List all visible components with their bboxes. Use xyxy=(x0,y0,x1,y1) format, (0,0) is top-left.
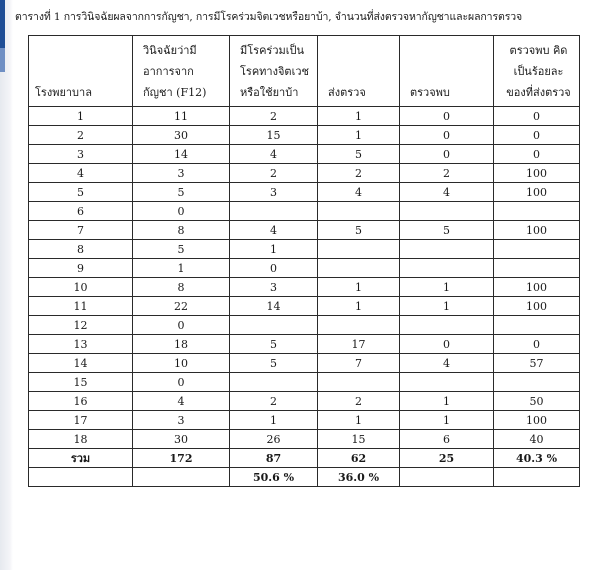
cell-comorbid: 2 xyxy=(230,107,318,126)
header-diagnosed-f12: วินิจฉัยว่ามี อาการจาก กัญชา (F12) xyxy=(133,36,230,107)
cell-comorbid: 87 xyxy=(230,449,318,468)
cell-hospital: 14 xyxy=(29,354,133,373)
cell-comorbid: 2 xyxy=(230,164,318,183)
cell-diagnosed: 11 xyxy=(133,107,230,126)
cell-percent: 100 xyxy=(494,164,580,183)
cell-sent: 2 xyxy=(318,392,400,411)
cell-diagnosed: 0 xyxy=(133,202,230,221)
cell-percent xyxy=(494,240,580,259)
table-caption: ตารางที่ 1 การวินิจฉัยผลจากการกัญชา, การมีโรคร่วมจิตเวชหรือยาบ้า, จำนวนที่ส่งตรวจหากัญชาและผลการตรวจ xyxy=(15,11,523,23)
cell-percent: 100 xyxy=(494,411,580,430)
cell-percent: 40.3 % xyxy=(494,449,580,468)
header-hospital: โรงพยาบาล xyxy=(29,36,133,107)
cell-sent: 1 xyxy=(318,278,400,297)
cell-comorbid: 1 xyxy=(230,240,318,259)
cell-sent xyxy=(318,202,400,221)
cell-sent xyxy=(318,373,400,392)
table-row xyxy=(29,335,580,354)
header-sent-for-test: ส่งตรวจ xyxy=(318,36,400,107)
cell-percent xyxy=(494,202,580,221)
cell-comorbid: 26 xyxy=(230,430,318,449)
cell-sent: 1 xyxy=(318,297,400,316)
cell-percent: 0 xyxy=(494,107,580,126)
cell-hospital: 2 xyxy=(29,126,133,145)
cell-percent: 100 xyxy=(494,278,580,297)
cell-detected: 0 xyxy=(400,126,494,145)
cell-hospital: 7 xyxy=(29,221,133,240)
cell-hospital: 11 xyxy=(29,297,133,316)
cell-detected: 6 xyxy=(400,430,494,449)
cell-hospital: 13 xyxy=(29,335,133,354)
cell-hospital: 8 xyxy=(29,240,133,259)
cell-diagnosed: 1 xyxy=(133,259,230,278)
table-row xyxy=(29,392,580,411)
table-row xyxy=(29,354,580,373)
cell-diagnosed: 5 xyxy=(133,183,230,202)
cell-percent: 40 xyxy=(494,430,580,449)
cell-comorbid: 15 xyxy=(230,126,318,145)
cell-diagnosed: 14 xyxy=(133,145,230,164)
cell-comorbid: 14 xyxy=(230,297,318,316)
cell-hospital: 9 xyxy=(29,259,133,278)
cell-detected xyxy=(400,373,494,392)
cell-percent: 100 xyxy=(494,221,580,240)
header-row xyxy=(29,36,580,107)
cell-detected: 4 xyxy=(400,354,494,373)
cell-comorbid: 3 xyxy=(230,278,318,297)
cell-sent: 15 xyxy=(318,430,400,449)
cell-percent xyxy=(494,373,580,392)
cell-hospital: 5 xyxy=(29,183,133,202)
cell-detected: 0 xyxy=(400,335,494,354)
header-detected-percent: ตรวจพบ คิด เป็นร้อยละ ของที่ส่งตรวจ xyxy=(494,36,580,107)
header-detected: ตรวจพบ xyxy=(400,36,494,107)
table-row xyxy=(29,107,580,126)
cell-percent: 0 xyxy=(494,145,580,164)
cell-comorbid: 0 xyxy=(230,259,318,278)
table-row xyxy=(29,164,580,183)
cell-percent: 0 xyxy=(494,126,580,145)
cell-comorbid: 4 xyxy=(230,145,318,164)
cell-comorbid: 1 xyxy=(230,411,318,430)
cell-hospital: รวม xyxy=(29,449,133,468)
cell-diagnosed: 30 xyxy=(133,430,230,449)
cell-comorbid xyxy=(230,373,318,392)
cell-hospital: 15 xyxy=(29,373,133,392)
table-row xyxy=(29,221,580,240)
table-row xyxy=(29,202,580,221)
cell-sent: 5 xyxy=(318,145,400,164)
cell-percent: 50 xyxy=(494,392,580,411)
cell-diagnosed: 5 xyxy=(133,240,230,259)
cell-detected xyxy=(400,259,494,278)
cell-sent: 1 xyxy=(318,126,400,145)
cell-diagnosed: 30 xyxy=(133,126,230,145)
cell-detected: 5 xyxy=(400,221,494,240)
cell-hospital: 10 xyxy=(29,278,133,297)
cell-diagnosed: 0 xyxy=(133,373,230,392)
table-row xyxy=(29,373,580,392)
cell-comorbid: 5 xyxy=(230,335,318,354)
table-row xyxy=(29,183,580,202)
cell-comorbid: 4 xyxy=(230,221,318,240)
cell-diagnosed: 3 xyxy=(133,164,230,183)
header-comorbid: มีโรคร่วมเป็น โรคทางจิตเวช หรือใช้ยาบ้า xyxy=(230,36,318,107)
cell-sent: 62 xyxy=(318,449,400,468)
edge-accent-secondary xyxy=(0,48,5,72)
table-row xyxy=(29,411,580,430)
cell-percent: 100 xyxy=(494,183,580,202)
edge-accent xyxy=(0,0,5,48)
cell-diagnosed: 0 xyxy=(133,316,230,335)
cell-diagnosed: 4 xyxy=(133,392,230,411)
cell-detected: 0 xyxy=(400,145,494,164)
table-row xyxy=(29,430,580,449)
cell-hospital xyxy=(29,468,133,487)
table-row xyxy=(29,316,580,335)
cell-sent: 7 xyxy=(318,354,400,373)
cell-hospital: 3 xyxy=(29,145,133,164)
cell-comorbid: 50.6 % xyxy=(230,468,318,487)
cell-diagnosed xyxy=(133,468,230,487)
cell-detected: 1 xyxy=(400,392,494,411)
cell-detected: 1 xyxy=(400,411,494,430)
cell-comorbid xyxy=(230,202,318,221)
cell-diagnosed: 8 xyxy=(133,278,230,297)
table-row xyxy=(29,126,580,145)
cell-diagnosed: 10 xyxy=(133,354,230,373)
cell-detected xyxy=(400,316,494,335)
cell-sent: 17 xyxy=(318,335,400,354)
cell-hospital: 6 xyxy=(29,202,133,221)
cell-comorbid: 3 xyxy=(230,183,318,202)
cell-hospital: 16 xyxy=(29,392,133,411)
cell-comorbid: 5 xyxy=(230,354,318,373)
left-window-edge xyxy=(0,0,13,570)
cell-percent xyxy=(494,259,580,278)
cell-detected: 0 xyxy=(400,107,494,126)
total-row xyxy=(29,449,580,468)
cell-sent xyxy=(318,240,400,259)
table-row xyxy=(29,297,580,316)
cell-hospital: 17 xyxy=(29,411,133,430)
cell-sent xyxy=(318,259,400,278)
cell-detected: 25 xyxy=(400,449,494,468)
table-row xyxy=(29,259,580,278)
cell-percent: 100 xyxy=(494,297,580,316)
cell-detected: 4 xyxy=(400,183,494,202)
cell-diagnosed: 172 xyxy=(133,449,230,468)
cell-diagnosed: 18 xyxy=(133,335,230,354)
cell-sent: 1 xyxy=(318,411,400,430)
cell-detected: 1 xyxy=(400,297,494,316)
cell-hospital: 4 xyxy=(29,164,133,183)
table-row xyxy=(29,278,580,297)
cell-sent: 4 xyxy=(318,183,400,202)
cell-hospital: 18 xyxy=(29,430,133,449)
cell-diagnosed: 3 xyxy=(133,411,230,430)
cell-diagnosed: 8 xyxy=(133,221,230,240)
cell-detected xyxy=(400,202,494,221)
cell-detected: 2 xyxy=(400,164,494,183)
cell-hospital: 12 xyxy=(29,316,133,335)
table-body xyxy=(29,107,580,487)
table-row xyxy=(29,145,580,164)
cell-sent: 36.0 % xyxy=(318,468,400,487)
cell-comorbid xyxy=(230,316,318,335)
cell-hospital: 1 xyxy=(29,107,133,126)
cell-percent xyxy=(494,316,580,335)
cell-comorbid: 2 xyxy=(230,392,318,411)
cell-sent: 5 xyxy=(318,221,400,240)
cell-diagnosed: 22 xyxy=(133,297,230,316)
cell-sent: 2 xyxy=(318,164,400,183)
cell-percent: 0 xyxy=(494,335,580,354)
cell-percent: 57 xyxy=(494,354,580,373)
percent-row xyxy=(29,468,580,487)
table-row xyxy=(29,240,580,259)
cell-detected xyxy=(400,240,494,259)
cell-percent xyxy=(494,468,580,487)
cell-sent xyxy=(318,316,400,335)
cell-sent: 1 xyxy=(318,107,400,126)
results-table xyxy=(28,35,580,487)
cell-detected xyxy=(400,468,494,487)
cell-detected: 1 xyxy=(400,278,494,297)
